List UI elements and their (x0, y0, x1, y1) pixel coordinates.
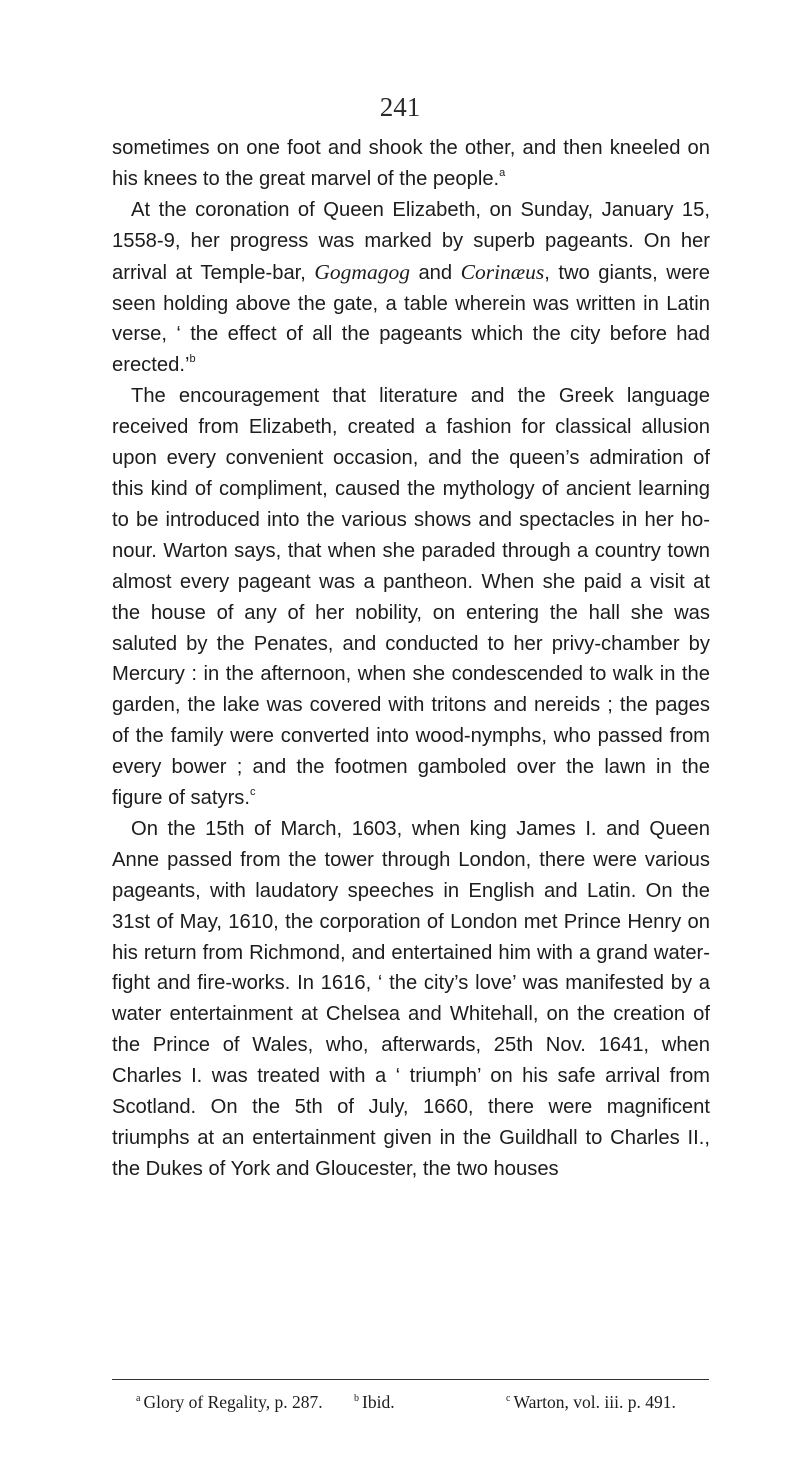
paragraph-1-text: sometimes on one foot and shook the other, and then kneeled on his knees to the great marvel of the people. (112, 137, 710, 190)
paragraph-4-text: On the 15th of March, 1603, when king James I. and Queen Anne passed from the tower through London, there were various pageants, with laudatory speeches in English and Latin. On the 31st of May, 1610, the corporation of London met Prince Henry on his return from Richmond, and entertained him with a grand water-fight and fire-works. In 1616, ‘ the city’s love’ was manifested by a water entertainment at Chelsea and Whitehall, on the creation of the Prince of Wales, who, afterwards, 25th Nov. 1641, when Charles I. was treated with a ‘ triumph’ on his safe arrival from Scotland. On the 5th of July, 1660, there were magnificent triumphs at an entertainment given in the Guildhall to Charles II., the Dukes of York and Gloucester, the two houses (112, 817, 710, 1180)
giant-name-corinaeus: Corinæus (460, 259, 545, 284)
paragraph-1 (112, 133, 710, 195)
paragraph-4 (112, 814, 710, 1185)
footnote-ref-c: c (250, 786, 256, 799)
footnote-c (506, 1392, 676, 1413)
footnote-a (136, 1392, 354, 1413)
footnotes (136, 1392, 716, 1413)
footnote-ref-b: b (189, 353, 196, 366)
paragraph-2-text-a: At the coronation of Queen Elizabeth, on Sunday, January 15, 1558-9, her progress was marked by superb pageants. On her arrival at Temple-bar, (112, 198, 710, 284)
footnote-ref-a: a (499, 166, 506, 179)
giant-name-gogmagog: Gogmagog (314, 259, 410, 284)
paragraph-2 (112, 195, 710, 381)
footnote-b-text: Ibid. (362, 1392, 395, 1412)
body-text (112, 133, 710, 1185)
footnote-mark-b: b (354, 1393, 359, 1404)
footnote-b (354, 1392, 506, 1413)
footnote-a-text: Glory of Regality, p. 287. (143, 1392, 323, 1412)
paragraph-3 (112, 381, 710, 814)
paragraph-2-conjunction: and (409, 261, 461, 284)
paragraph-3-text: The encouragement that literature and the Greek language received from Elizabeth, created a fashion for classical allusion upon every convenient occasion, and the queen’s admiration of this kind of compliment, caused the mythology of ancient learning to be introduced into the various shows and spectacles in her honour. Warton says, that when she paraded through a country town almost every pageant was a pantheon. When she paid a visit at the house of any of her nobility, on entering the hall she was saluted by the Penates, and conducted to her privy-chamber by Mercury : in the afternoon, when she condescended to walk in the garden, the lake was covered with tritons and nereids ; the pages of the family were converted into wood-nymphs, who passed from every bower ; and the footmen gamboled over the lawn in the figure of satyrs. (112, 385, 710, 810)
paragraph-2-text-b: , two giants, were seen holding above the gate, a table wherein was written in Latin verse, ‘ the effect of all the pageants which the city before had erected.’ (112, 261, 710, 377)
page-number: 241 (379, 92, 421, 122)
footnote-c-text: Warton, vol. iii. p. 491. (513, 1392, 676, 1412)
footnote-mark-a: a (136, 1393, 141, 1404)
footnote-mark-c: c (506, 1393, 511, 1404)
footnote-divider (112, 1379, 709, 1380)
